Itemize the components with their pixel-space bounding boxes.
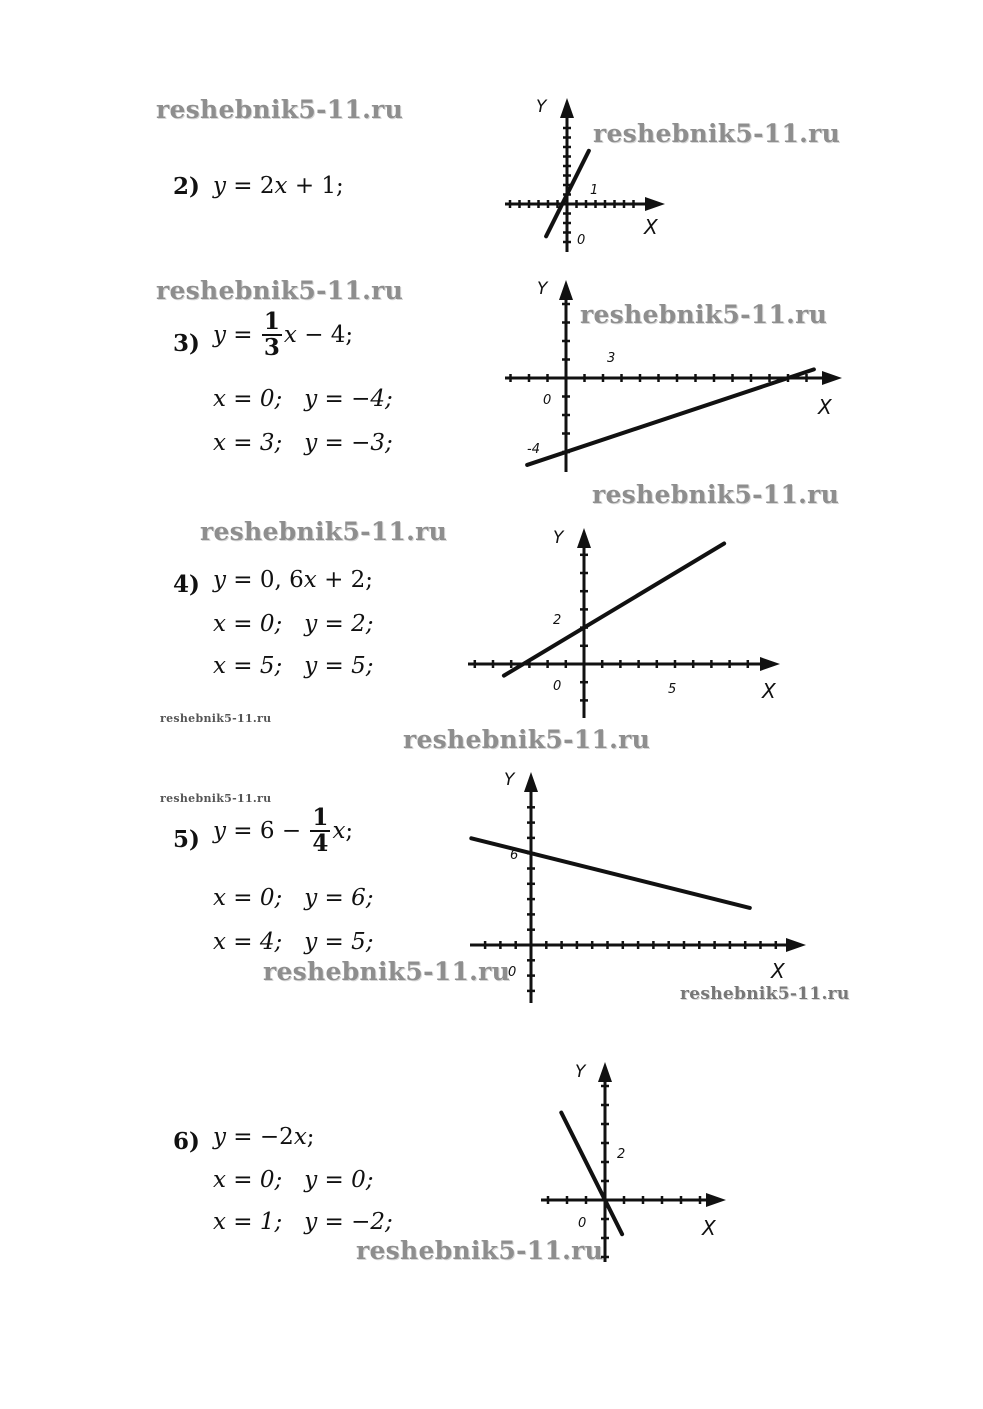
y-axis-label: Y <box>536 97 547 117</box>
tick-label: 0 <box>578 1216 587 1231</box>
tick-label: 2 <box>553 613 562 628</box>
tick-label: 5 <box>668 682 677 697</box>
watermark: reshebnik5-11.ru <box>580 300 828 329</box>
problem-number: 2) <box>173 173 200 200</box>
equation: y = 6 − $\frac{1}{4}$ x; <box>213 804 354 857</box>
equation: y = −2x; <box>213 1124 315 1150</box>
watermark: reshebnik5-11.ru <box>403 725 651 754</box>
x-axis-label: X <box>771 959 785 983</box>
problem-number: 4) <box>173 571 200 598</box>
y-axis-arrow <box>559 280 573 300</box>
y-axis-arrow <box>560 98 574 118</box>
tick-label: 2 <box>617 1147 626 1162</box>
value-row: x = 5; y = 5; <box>213 653 374 679</box>
watermark: reshebnik5-11.ru <box>156 276 404 305</box>
fraction: $\frac{1}{3}$ <box>263 308 280 361</box>
problem-number: 5) <box>173 826 200 853</box>
tick-label: 1 <box>590 183 599 198</box>
equation: y = $\frac{1}{3}$ x − 4; <box>213 308 354 361</box>
y-axis-arrow <box>577 528 591 548</box>
x-axis-arrow <box>706 1193 726 1207</box>
watermark: reshebnik5-11.ru <box>160 792 272 805</box>
watermark: reshebnik5-11.ru <box>593 119 841 148</box>
watermark: reshebnik5-11.ru <box>200 517 448 546</box>
value-row: x = 3; y = −3; <box>213 430 393 456</box>
x-axis-label: X <box>702 1216 716 1240</box>
y-axis-arrow <box>524 772 538 792</box>
x-axis-arrow <box>822 371 842 385</box>
y-axis-label: Y <box>504 770 515 790</box>
value-row: x = 4; y = 5; <box>213 929 374 955</box>
value-row: x = 0; y = 6; <box>213 885 374 911</box>
equation: y = 2x + 1; <box>213 173 344 199</box>
y-axis-label: Y <box>553 528 564 548</box>
graph-line <box>561 1113 622 1235</box>
tick-label: 0 <box>553 679 562 694</box>
x-axis-label: X <box>818 395 832 419</box>
watermark: reshebnik5-11.ru <box>263 957 511 986</box>
x-axis-arrow <box>786 938 806 952</box>
tick-label: 3 <box>607 351 616 366</box>
watermark: reshebnik5-11.ru <box>160 712 272 725</box>
watermark: reshebnik5-11.ru <box>592 480 840 509</box>
y-axis-arrow <box>598 1062 612 1082</box>
tick-label: 0 <box>508 965 517 980</box>
x-axis-arrow <box>645 197 665 211</box>
fraction: $\frac{1}{4}$ <box>312 804 329 857</box>
tick-label: 0 <box>577 233 586 248</box>
y-axis-label: Y <box>537 279 548 299</box>
graph-line <box>504 544 724 676</box>
x-axis-label: X <box>762 679 776 703</box>
tick-label: 0 <box>543 393 552 408</box>
graph-line <box>527 369 814 465</box>
tick-label: -4 <box>527 442 540 457</box>
tick-label: 6 <box>510 848 519 863</box>
equation: y = 0, 6x + 2; <box>213 567 374 593</box>
value-row: x = 0; y = 2; <box>213 611 374 637</box>
watermark: reshebnik5-11.ru <box>680 984 850 1004</box>
x-axis-arrow <box>760 657 780 671</box>
x-axis-label: X <box>644 215 658 239</box>
y-axis-label: Y <box>575 1062 586 1082</box>
value-row: x = 0; y = −4; <box>213 386 393 412</box>
problem-number: 6) <box>173 1128 200 1155</box>
watermark: reshebnik5-11.ru <box>156 95 404 124</box>
value-row: x = 1; y = −2; <box>213 1209 393 1235</box>
value-row: x = 0; y = 0; <box>213 1167 374 1193</box>
watermark: reshebnik5-11.ru <box>356 1236 604 1265</box>
problem-number: 3) <box>173 330 200 357</box>
